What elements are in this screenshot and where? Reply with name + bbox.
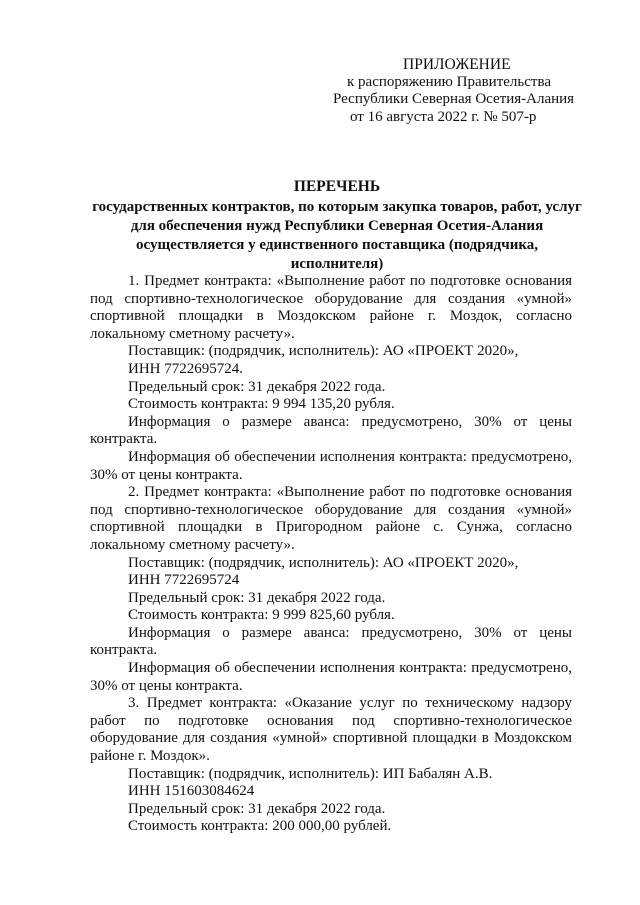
document-title: ПЕРЕЧЕНЬ	[293, 178, 381, 195]
contract-supplier: Поставщик: (подрядчик, исполнитель): ИП Бабалян А.В.	[128, 765, 493, 782]
contract-subject: 3. Предмет контракта: «Оказание услуг по техническому надзору работ по подготовке основания под спортивно-технологическое оборудование для создания «умной» спортивной площадки в Моздокском районе г. Моздок».	[90, 695, 572, 765]
document-heading	[92, 177, 582, 274]
contract-cost: Стоимость контракта: 9 994 135,20 рубля.	[128, 396, 395, 413]
contract-supplier: Поставщик: (подрядчик, исполнитель): АО «ПРОЕКТ 2020»,	[128, 343, 519, 360]
contract-deadline: Предельный срок: 31 декабря 2022 года.	[128, 800, 386, 817]
contract-advance: Информация о размере аванса: предусмотрено, 30% от цены контракта.	[90, 624, 572, 659]
contract-security: Информация об обеспечении исполнения контракта: предусмотрено, 30% от цены контракта.	[90, 660, 572, 694]
contract-advance: Информация о размере аванса: предусмотрено, 30% от цены контракта.	[90, 413, 572, 448]
contract-deadline: Предельный срок: 31 декабря 2022 года.	[128, 589, 386, 606]
contract-item-3	[90, 695, 572, 836]
contract-cost: Стоимость контракта: 9 999 825,60 рубля.	[128, 607, 395, 624]
appendix-block	[333, 56, 593, 126]
appendix-line-1: к распоряжению Правительства	[347, 73, 552, 90]
contract-inn: ИНН 151603084624	[128, 783, 255, 800]
appendix-title: ПРИЛОЖЕНИЕ	[403, 56, 511, 73]
contract-subject: 1. Предмет контракта: «Выполнение работ по подготовке основания под спортивно-технологическое оборудование для создания «умной» спортивной площадки в Моздокском районе г. Моздок, согласно локальному сметному расчету».	[90, 273, 572, 342]
contract-inn: ИНН 7722695724.	[128, 360, 243, 377]
contract-supplier: Поставщик: (подрядчик, исполнитель): АО «ПРОЕКТ 2020»,	[128, 554, 519, 571]
contract-item-2	[90, 484, 572, 695]
contract-deadline: Предельный срок: 31 декабря 2022 года.	[128, 378, 386, 395]
contract-item-1	[90, 273, 572, 484]
appendix-line-2: Республики Северная Осетия-Алания	[333, 91, 575, 107]
contract-cost: Стоимость контракта: 200 000,00 рублей.	[128, 818, 392, 835]
contract-security: Информация об обеспечении исполнения контракта: предусмотрено, 30% от цены контракта.	[90, 448, 572, 483]
document-subtitle: государственных контрактов, по которым закупка товаров, работ, услуг для обеспечения нужд Республики Северная Осетия-Алания осуществляется у единственного поставщика (подрядчика, исполнителя)	[92, 199, 582, 272]
contracts-list	[90, 273, 572, 836]
contract-subject: 2. Предмет контракта: «Выполнение работ по подготовке основания под спортивно-технологическое оборудование для создания «умной» спортивной площадки в Пригородном районе с. Сунжа, согласно локальному сметному расчету».	[90, 484, 572, 553]
appendix-line-3: от 16 августа 2022 г. № 507-р	[350, 108, 537, 125]
contract-inn: ИНН 7722695724	[128, 572, 240, 589]
